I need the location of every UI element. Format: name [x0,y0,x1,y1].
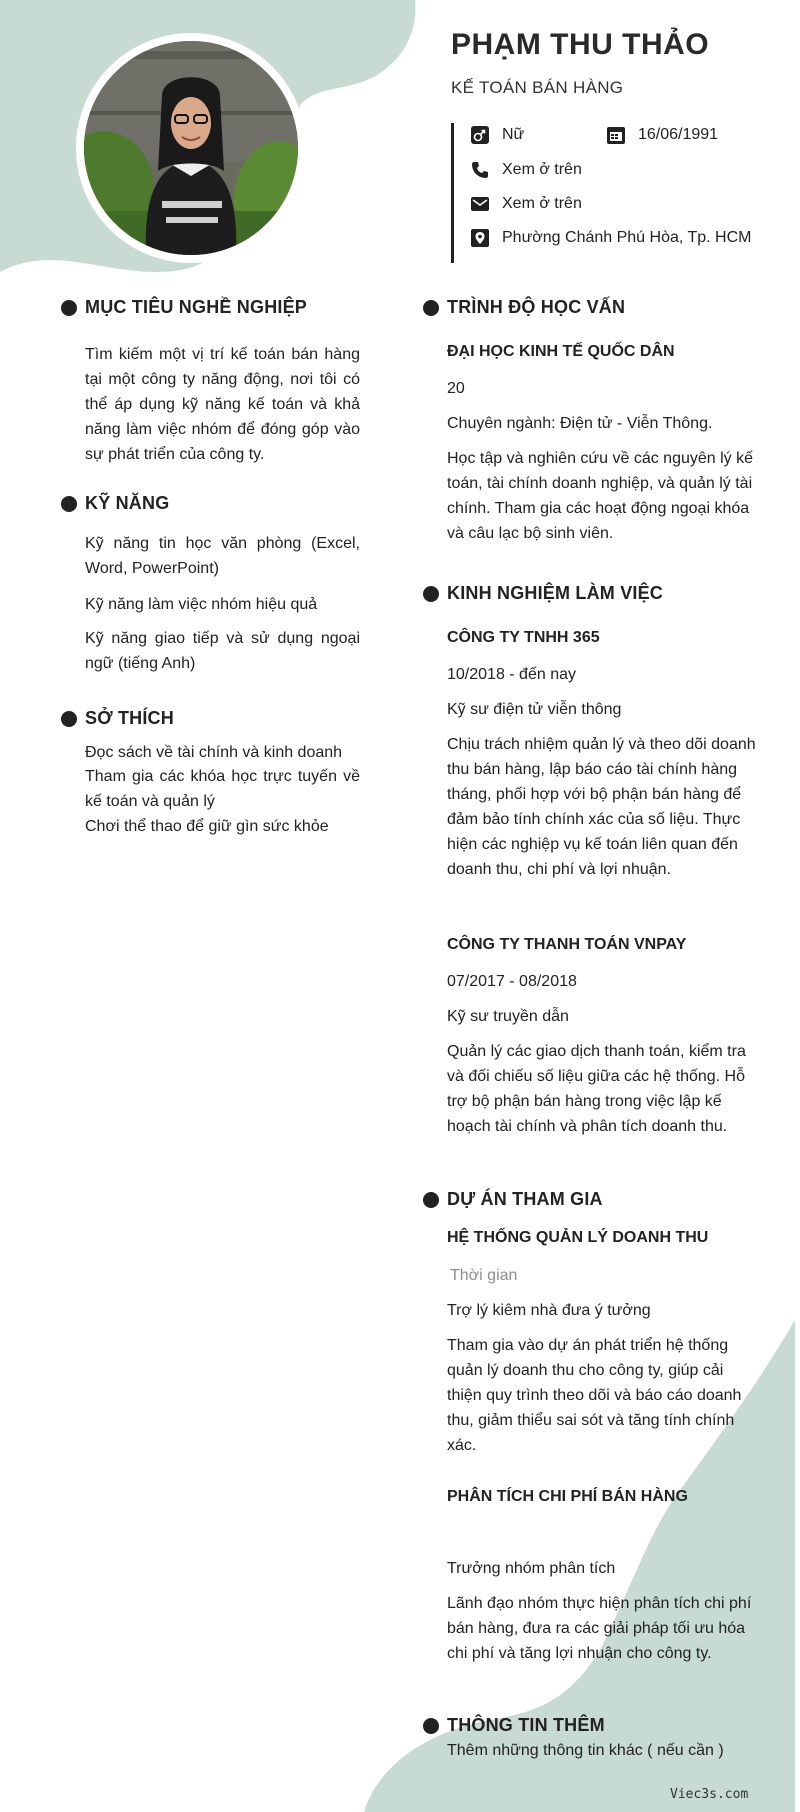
education-heading: TRÌNH ĐỘ HỌC VẤN [423,297,625,318]
skills-heading: KỸ NĂNG [61,493,169,514]
avatar [84,41,298,255]
address-value: Phường Chánh Phú Hòa, Tp. HCM [502,229,752,246]
hobby-item: Đọc sách về tài chính và kinh doanh [85,744,343,761]
hobbies-heading: SỞ THÍCH [61,708,174,729]
bullet-icon [61,496,77,512]
objective-text: Tìm kiếm một vị trí kế toán bán hàng tại một công ty năng động, nơi tôi có thể áp dụng kỹ năng kế toán và khả năng làm việc nhóm để đóng góp vào sự phát triển của công ty. [85,346,360,463]
email-value: Xem ở trên [502,195,582,212]
job-role: Kỹ sư truyền dẫn [447,1008,569,1025]
hobby-item: Chơi thể thao để giữ gìn sức khỏe [85,818,329,835]
objective-heading: MỤC TIÊU NGHỀ NGHIỆP [61,297,307,318]
address-row [470,228,751,248]
email-row [470,194,582,214]
candidate-name: PHẠM THU THẢO [451,28,710,61]
school-name: ĐẠI HỌC KINH TẾ QUỐC DÂN [447,343,675,360]
bullet-icon [61,300,77,316]
project-name: PHÂN TÍCH CHI PHÍ BÁN HÀNG [447,1488,688,1505]
project-role: Trưởng nhóm phân tích [447,1560,616,1577]
education-major: Chuyên ngành: Điện tử - Viễn Thông. [447,415,713,432]
skill-item: Kỹ năng tin học văn phòng (Excel, Word, PowerPoint) [85,535,360,577]
company-name: CÔNG TY THANH TOÁN VNPAY [447,936,687,953]
project-time: Thời gian [450,1267,518,1284]
location-pin-icon [470,228,490,248]
skill-item: Kỹ năng làm việc nhóm hiệu quả [85,596,318,613]
project-description: Tham gia vào dự án phát triển hệ thống quản lý doanh thu cho công ty, giúp cải thiện quy trình theo dõi và báo cáo doanh thu, giảm thiểu sai sót và tăng tính chính xác. [447,1337,742,1454]
education-description: Học tập và nghiên cứu về các nguyên lý kế toán, tài chính doanh nghiệp, và quản lý tài chính. Tham gia các hoạt động ngoại khóa và câu lạc bộ sinh viên. [447,450,753,542]
calendar-icon [606,125,626,145]
company-name: CÔNG TY TNHH 365 [447,629,600,646]
extra-heading: THÔNG TIN THÊM [423,1715,605,1736]
phone-row [470,160,582,180]
job-period: 07/2017 - 08/2018 [447,973,577,990]
job-description: Chịu trách nhiệm quản lý và theo dõi doanh thu bán hàng, lập báo cáo tài chính hàng tháng, phối hợp với bộ phận bán hàng để đảm bảo tính chính xác của số liệu. Thực hiện các nghiệp vụ kế toán liên quan đến doanh thu, chi phí và lợi nhuận. [447,736,756,878]
project-role: Trợ lý kiêm nhà đưa ý tưởng [447,1302,651,1319]
bullet-icon [423,1192,439,1208]
gender-value: Nữ [502,126,525,143]
bullet-icon [423,1718,439,1734]
project-name: HỆ THỐNG QUẢN LÝ DOANH THU [447,1229,709,1246]
phone-value: Xem ở trên [502,161,582,178]
phone-icon [470,160,490,180]
job-period: 10/2018 - đến nay [447,666,576,683]
job-role: Kỹ sư điện tử viễn thông [447,701,622,718]
email-icon [470,194,490,214]
projects-heading: DỰ ÁN THAM GIA [423,1189,603,1210]
hobby-item: Tham gia các khóa học trực tuyến về kế toán và quản lý [85,768,360,810]
watermark: Viec3s.com [670,1787,749,1802]
education-year: 20 [447,380,465,397]
job-title: KẾ TOÁN BÁN HÀNG [451,78,624,97]
contact-info [451,123,794,263]
profile-photo [76,33,306,263]
bullet-icon [423,300,439,316]
gender-icon [470,125,490,145]
skill-item: Kỹ năng giao tiếp và sử dụng ngoại ngữ (tiếng Anh) [85,630,360,672]
birthdate-row [606,125,718,145]
extra-text: Thêm những thông tin khác ( nếu cần ) [447,1742,724,1759]
birthdate-value: 16/06/1991 [638,126,719,143]
project-description: Lãnh đạo nhóm thực hiện phân tích chi phí bán hàng, đưa ra các giải pháp tối ưu hóa chi phí và tăng lợi nhuận cho công ty. [447,1595,752,1662]
experience-heading: KINH NGHIỆM LÀM VIỆC [423,583,663,604]
gender-row [470,125,524,145]
bullet-icon [423,586,439,602]
bullet-icon [61,711,77,727]
job-description: Quản lý các giao dịch thanh toán, kiểm tra và đối chiếu số liệu giữa các hệ thống. Hỗ trợ bộ phận bán hàng trong việc lập kế hoạch tài chính và phân tích doanh thu. [447,1043,746,1135]
